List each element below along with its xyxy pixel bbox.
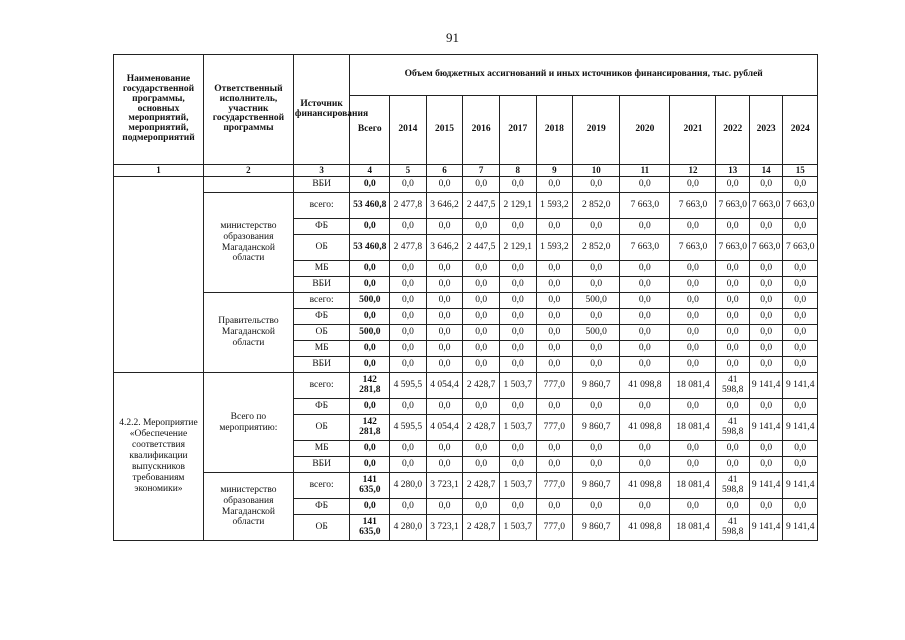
column-number: 2 <box>203 165 293 177</box>
value-cell: 0,0 <box>620 325 670 341</box>
source-cell: МБ <box>293 441 349 457</box>
value-cell: 0,0 <box>783 357 818 373</box>
value-cell: 4 280,0 <box>390 515 427 541</box>
header-year-total: Всего <box>350 96 390 165</box>
table-row <box>114 293 818 309</box>
value-total-cell: 500,0 <box>350 293 390 309</box>
value-cell: 0,0 <box>463 277 500 293</box>
value-cell: 0,0 <box>670 177 716 193</box>
header-program: Наименование государственной программы, основных мероприятий, мероприятий, подмероприятий <box>114 55 204 165</box>
source-cell: ФБ <box>293 399 349 415</box>
value-cell: 0,0 <box>620 219 670 235</box>
value-cell: 0,0 <box>573 277 620 293</box>
value-cell: 0,0 <box>670 399 716 415</box>
value-cell: 7 663,0 <box>783 235 818 261</box>
value-cell: 0,0 <box>716 293 749 309</box>
value-cell: 18 081,4 <box>670 373 716 399</box>
value-cell: 4 280,0 <box>390 473 427 499</box>
value-cell: 1 503,7 <box>499 415 536 441</box>
source-cell: ОБ <box>293 515 349 541</box>
value-cell: 0,0 <box>573 499 620 515</box>
value-cell: 0,0 <box>536 357 573 373</box>
value-cell: 0,0 <box>536 219 573 235</box>
value-cell: 0,0 <box>573 457 620 473</box>
value-cell: 0,0 <box>463 293 500 309</box>
source-cell: МБ <box>293 261 349 277</box>
value-cell: 0,0 <box>390 499 427 515</box>
value-total-cell: 0,0 <box>350 341 390 357</box>
value-total-cell: 0,0 <box>350 177 390 193</box>
value-cell: 3 646,2 <box>426 193 463 219</box>
value-cell: 9 141,4 <box>783 415 818 441</box>
value-cell: 2 477,8 <box>390 193 427 219</box>
value-cell: 0,0 <box>620 261 670 277</box>
value-cell: 2 447,5 <box>463 193 500 219</box>
value-cell: 777,0 <box>536 373 573 399</box>
page-number: 91 <box>446 30 459 45</box>
value-cell: 0,0 <box>536 499 573 515</box>
source-cell: ВБИ <box>293 457 349 473</box>
value-cell: 0,0 <box>749 177 782 193</box>
value-total-cell: 141 635,0 <box>350 473 390 499</box>
value-cell: 0,0 <box>716 357 749 373</box>
value-cell: 9 141,4 <box>749 415 782 441</box>
table-row <box>114 373 818 399</box>
value-cell: 2 852,0 <box>573 235 620 261</box>
source-cell: ОБ <box>293 415 349 441</box>
source-cell: ФБ <box>293 499 349 515</box>
value-cell: 0,0 <box>573 219 620 235</box>
header-year-2019: 2019 <box>573 96 620 165</box>
value-cell: 0,0 <box>390 441 427 457</box>
value-cell: 0,0 <box>783 177 818 193</box>
value-cell: 0,0 <box>536 309 573 325</box>
value-cell: 9 141,4 <box>749 373 782 399</box>
value-cell: 41 098,8 <box>620 373 670 399</box>
executor-cell <box>203 177 293 193</box>
value-total-cell: 0,0 <box>350 261 390 277</box>
value-cell: 0,0 <box>620 177 670 193</box>
value-cell: 0,0 <box>499 341 536 357</box>
value-total-cell: 141 635,0 <box>350 515 390 541</box>
header-row-1 <box>114 55 818 96</box>
value-cell: 4 595,5 <box>390 415 427 441</box>
header-volume: Объем бюджетных ассигнований и иных источников финансирования, тыс. рублей <box>350 55 818 96</box>
value-cell: 3 723,1 <box>426 515 463 541</box>
value-cell: 0,0 <box>573 341 620 357</box>
column-number: 14 <box>749 165 782 177</box>
value-cell: 2 447,5 <box>463 235 500 261</box>
value-cell: 0,0 <box>426 441 463 457</box>
value-cell: 0,0 <box>463 341 500 357</box>
value-cell: 0,0 <box>536 341 573 357</box>
value-cell: 0,0 <box>749 441 782 457</box>
value-cell: 0,0 <box>499 277 536 293</box>
value-cell: 0,0 <box>426 325 463 341</box>
value-cell: 2 428,7 <box>463 515 500 541</box>
value-cell: 2 428,7 <box>463 473 500 499</box>
table-row <box>114 473 818 499</box>
value-cell: 0,0 <box>426 399 463 415</box>
value-total-cell: 53 460,8 <box>350 193 390 219</box>
value-total-cell: 0,0 <box>350 441 390 457</box>
value-cell: 0,0 <box>426 499 463 515</box>
value-cell: 0,0 <box>499 357 536 373</box>
value-cell: 4 595,5 <box>390 373 427 399</box>
source-cell: ВБИ <box>293 357 349 373</box>
value-cell: 0,0 <box>499 399 536 415</box>
value-cell: 0,0 <box>390 399 427 415</box>
value-cell: 0,0 <box>670 341 716 357</box>
column-number: 4 <box>350 165 390 177</box>
executor-cell: Всего по мероприятию: <box>203 373 293 473</box>
header-year-2023: 2023 <box>749 96 782 165</box>
value-cell: 0,0 <box>620 399 670 415</box>
value-cell: 0,0 <box>573 177 620 193</box>
value-cell: 0,0 <box>499 457 536 473</box>
value-cell: 0,0 <box>573 309 620 325</box>
value-cell: 0,0 <box>716 457 749 473</box>
value-cell: 2 129,1 <box>499 235 536 261</box>
value-cell: 7 663,0 <box>670 235 716 261</box>
value-cell: 3 646,2 <box>426 235 463 261</box>
value-cell: 0,0 <box>783 325 818 341</box>
value-cell: 0,0 <box>390 325 427 341</box>
value-cell: 2 852,0 <box>573 193 620 219</box>
value-total-cell: 0,0 <box>350 219 390 235</box>
program-name-cell <box>114 177 204 373</box>
value-cell: 0,0 <box>536 457 573 473</box>
value-cell: 0,0 <box>463 399 500 415</box>
value-cell: 0,0 <box>670 277 716 293</box>
value-cell: 0,0 <box>390 293 427 309</box>
table-row <box>114 177 818 193</box>
value-cell: 0,0 <box>390 341 427 357</box>
source-cell: ВБИ <box>293 177 349 193</box>
value-cell: 41 098,8 <box>620 515 670 541</box>
value-cell: 0,0 <box>783 261 818 277</box>
value-cell: 0,0 <box>536 293 573 309</box>
value-cell: 0,0 <box>390 261 427 277</box>
value-cell: 0,0 <box>499 309 536 325</box>
executor-cell: министерство образования Магаданской области <box>203 193 293 293</box>
header-year-2015: 2015 <box>426 96 463 165</box>
executor-cell: министерство образования Магаданской области <box>203 473 293 541</box>
value-cell: 0,0 <box>716 399 749 415</box>
value-cell: 0,0 <box>620 457 670 473</box>
value-cell: 500,0 <box>573 293 620 309</box>
value-cell: 0,0 <box>463 219 500 235</box>
value-cell: 2 428,7 <box>463 373 500 399</box>
value-cell: 9 141,4 <box>783 373 818 399</box>
value-cell: 0,0 <box>426 341 463 357</box>
value-cell: 0,0 <box>536 177 573 193</box>
source-cell: ОБ <box>293 235 349 261</box>
value-cell: 0,0 <box>749 457 782 473</box>
value-total-cell: 53 460,8 <box>350 235 390 261</box>
value-total-cell: 0,0 <box>350 277 390 293</box>
column-number: 5 <box>390 165 427 177</box>
value-cell: 0,0 <box>670 309 716 325</box>
value-cell: 0,0 <box>499 261 536 277</box>
value-cell: 0,0 <box>749 309 782 325</box>
column-number: 6 <box>426 165 463 177</box>
value-cell: 0,0 <box>716 499 749 515</box>
value-cell: 0,0 <box>749 261 782 277</box>
value-cell: 0,0 <box>670 261 716 277</box>
value-cell: 2 477,8 <box>390 235 427 261</box>
value-cell: 0,0 <box>573 261 620 277</box>
value-cell: 0,0 <box>749 357 782 373</box>
value-cell: 0,0 <box>716 309 749 325</box>
value-cell: 0,0 <box>783 457 818 473</box>
value-cell: 0,0 <box>463 357 500 373</box>
value-cell: 0,0 <box>670 457 716 473</box>
value-cell: 0,0 <box>620 499 670 515</box>
value-cell: 7 663,0 <box>716 193 749 219</box>
source-cell: ФБ <box>293 309 349 325</box>
value-cell: 0,0 <box>783 293 818 309</box>
value-cell: 9 141,4 <box>749 473 782 499</box>
value-cell: 0,0 <box>716 325 749 341</box>
value-cell: 41 098,8 <box>620 473 670 499</box>
value-cell: 0,0 <box>426 357 463 373</box>
value-cell: 9 141,4 <box>783 473 818 499</box>
value-cell: 7 663,0 <box>620 235 670 261</box>
value-total-cell: 0,0 <box>350 499 390 515</box>
value-cell: 7 663,0 <box>783 193 818 219</box>
value-cell: 0,0 <box>573 399 620 415</box>
value-cell: 0,0 <box>716 261 749 277</box>
column-number: 1 <box>114 165 204 177</box>
header-year-2020: 2020 <box>620 96 670 165</box>
value-cell: 0,0 <box>783 399 818 415</box>
budget-table <box>113 54 818 541</box>
column-number: 8 <box>499 165 536 177</box>
value-cell: 7 663,0 <box>620 193 670 219</box>
value-cell: 0,0 <box>716 277 749 293</box>
value-cell: 0,0 <box>390 219 427 235</box>
header-source: Источник финансирования <box>293 55 349 165</box>
value-cell: 0,0 <box>499 441 536 457</box>
source-cell: всего: <box>293 373 349 399</box>
value-cell: 4 054,4 <box>426 415 463 441</box>
column-number: 11 <box>620 165 670 177</box>
header-year-2018: 2018 <box>536 96 573 165</box>
value-cell: 0,0 <box>426 293 463 309</box>
value-cell: 0,0 <box>670 441 716 457</box>
value-cell: 0,0 <box>463 457 500 473</box>
value-cell: 9 860,7 <box>573 515 620 541</box>
value-cell: 7 663,0 <box>749 235 782 261</box>
value-cell: 0,0 <box>620 277 670 293</box>
source-cell: всего: <box>293 473 349 499</box>
header-year-2021: 2021 <box>670 96 716 165</box>
value-cell: 9 860,7 <box>573 415 620 441</box>
value-cell: 0,0 <box>783 219 818 235</box>
value-total-cell: 0,0 <box>350 309 390 325</box>
value-cell: 41 598,8 <box>716 415 749 441</box>
value-cell: 0,0 <box>573 357 620 373</box>
value-cell: 7 663,0 <box>716 235 749 261</box>
value-cell: 0,0 <box>463 441 500 457</box>
value-cell: 0,0 <box>620 357 670 373</box>
value-cell: 0,0 <box>749 341 782 357</box>
value-cell: 0,0 <box>426 261 463 277</box>
value-cell: 0,0 <box>499 293 536 309</box>
value-cell: 0,0 <box>499 499 536 515</box>
value-cell: 1 503,7 <box>499 473 536 499</box>
value-total-cell: 500,0 <box>350 325 390 341</box>
header-year-2022: 2022 <box>716 96 749 165</box>
value-cell: 18 081,4 <box>670 415 716 441</box>
value-cell: 0,0 <box>670 325 716 341</box>
value-cell: 0,0 <box>390 309 427 325</box>
header-executor: Ответственный исполнитель, участник государственной программы <box>203 55 293 165</box>
value-cell: 0,0 <box>716 341 749 357</box>
value-cell: 0,0 <box>670 357 716 373</box>
value-cell: 0,0 <box>783 277 818 293</box>
value-cell: 0,0 <box>499 177 536 193</box>
value-cell: 18 081,4 <box>670 515 716 541</box>
value-cell: 0,0 <box>783 341 818 357</box>
header-year-2016: 2016 <box>463 96 500 165</box>
value-cell: 0,0 <box>536 277 573 293</box>
value-cell: 0,0 <box>620 341 670 357</box>
source-cell: всего: <box>293 193 349 219</box>
table-row <box>114 193 818 219</box>
value-total-cell: 0,0 <box>350 357 390 373</box>
value-cell: 1 593,2 <box>536 235 573 261</box>
value-cell: 0,0 <box>463 261 500 277</box>
value-total-cell: 0,0 <box>350 457 390 473</box>
value-cell: 41 098,8 <box>620 415 670 441</box>
column-number: 9 <box>536 165 573 177</box>
value-cell: 0,0 <box>783 309 818 325</box>
source-cell: ВБИ <box>293 277 349 293</box>
value-cell: 2 129,1 <box>499 193 536 219</box>
column-number: 10 <box>573 165 620 177</box>
value-cell: 4 054,4 <box>426 373 463 399</box>
value-cell: 0,0 <box>670 499 716 515</box>
value-cell: 41 598,8 <box>716 473 749 499</box>
value-cell: 2 428,7 <box>463 415 500 441</box>
value-cell: 7 663,0 <box>670 193 716 219</box>
value-cell: 0,0 <box>716 177 749 193</box>
value-cell: 0,0 <box>499 219 536 235</box>
value-cell: 18 081,4 <box>670 473 716 499</box>
header-year-2014: 2014 <box>390 96 427 165</box>
column-number: 7 <box>463 165 500 177</box>
value-cell: 9 141,4 <box>783 515 818 541</box>
value-cell: 0,0 <box>620 309 670 325</box>
column-numbers-row <box>114 165 818 177</box>
column-number: 3 <box>293 165 349 177</box>
executor-cell: Правительство Магаданской области <box>203 293 293 373</box>
value-cell: 0,0 <box>749 325 782 341</box>
value-cell: 0,0 <box>426 219 463 235</box>
value-cell: 777,0 <box>536 415 573 441</box>
column-number: 13 <box>716 165 749 177</box>
value-cell: 0,0 <box>749 293 782 309</box>
value-cell: 777,0 <box>536 515 573 541</box>
value-cell: 0,0 <box>749 219 782 235</box>
value-cell: 0,0 <box>426 309 463 325</box>
value-cell: 0,0 <box>536 441 573 457</box>
value-cell: 0,0 <box>749 499 782 515</box>
program-name-cell: 4.2.2. Мероприятие «Обеспечение соответствия квалификации выпускников требованиям экономики» <box>114 373 204 541</box>
value-cell: 500,0 <box>573 325 620 341</box>
value-cell: 777,0 <box>536 473 573 499</box>
value-cell: 1 593,2 <box>536 193 573 219</box>
value-cell: 0,0 <box>390 277 427 293</box>
value-cell: 0,0 <box>670 219 716 235</box>
value-cell: 0,0 <box>536 399 573 415</box>
value-cell: 0,0 <box>620 293 670 309</box>
column-number: 12 <box>670 165 716 177</box>
value-cell: 0,0 <box>573 441 620 457</box>
value-cell: 0,0 <box>426 457 463 473</box>
header-year-2017: 2017 <box>499 96 536 165</box>
value-cell: 7 663,0 <box>749 193 782 219</box>
value-cell: 0,0 <box>536 325 573 341</box>
header-year-2024: 2024 <box>783 96 818 165</box>
value-cell: 0,0 <box>620 441 670 457</box>
value-cell: 0,0 <box>463 325 500 341</box>
value-cell: 41 598,8 <box>716 515 749 541</box>
value-cell: 0,0 <box>783 499 818 515</box>
source-cell: ФБ <box>293 219 349 235</box>
value-cell: 0,0 <box>390 457 427 473</box>
value-cell: 0,0 <box>749 399 782 415</box>
value-cell: 0,0 <box>670 293 716 309</box>
value-cell: 0,0 <box>716 441 749 457</box>
column-number: 15 <box>783 165 818 177</box>
value-cell: 0,0 <box>463 309 500 325</box>
source-cell: всего: <box>293 293 349 309</box>
value-cell: 9 141,4 <box>749 515 782 541</box>
value-cell: 0,0 <box>463 499 500 515</box>
value-cell: 41 598,8 <box>716 373 749 399</box>
value-cell: 0,0 <box>536 261 573 277</box>
value-cell: 0,0 <box>426 177 463 193</box>
value-cell: 0,0 <box>390 357 427 373</box>
value-cell: 1 503,7 <box>499 515 536 541</box>
value-cell: 3 723,1 <box>426 473 463 499</box>
value-total-cell: 142 281,8 <box>350 415 390 441</box>
value-cell: 1 503,7 <box>499 373 536 399</box>
value-cell: 9 860,7 <box>573 373 620 399</box>
source-cell: ОБ <box>293 325 349 341</box>
value-cell: 0,0 <box>716 219 749 235</box>
value-cell: 9 860,7 <box>573 473 620 499</box>
value-cell: 0,0 <box>749 277 782 293</box>
value-cell: 0,0 <box>499 325 536 341</box>
value-total-cell: 0,0 <box>350 399 390 415</box>
value-total-cell: 142 281,8 <box>350 373 390 399</box>
source-cell: МБ <box>293 341 349 357</box>
value-cell: 0,0 <box>390 177 427 193</box>
value-cell: 0,0 <box>463 177 500 193</box>
value-cell: 0,0 <box>426 277 463 293</box>
value-cell: 0,0 <box>783 441 818 457</box>
